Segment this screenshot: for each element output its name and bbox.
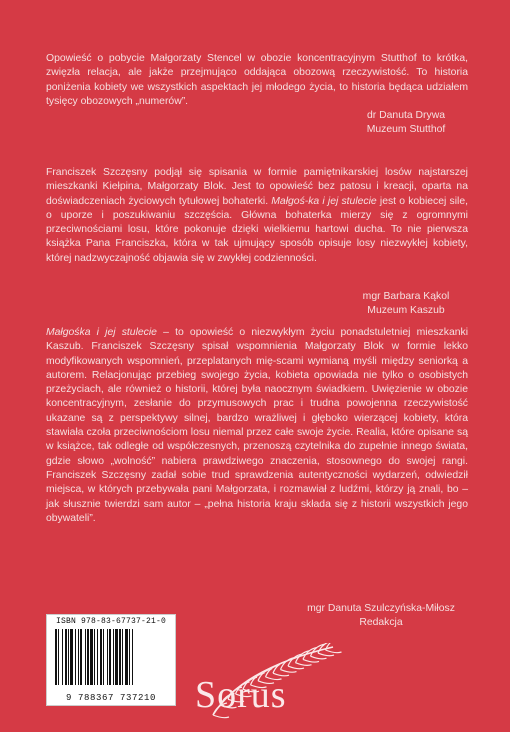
quote-2-text [46, 166, 468, 266]
quote-3-book-title: Małgośka i jej stulecie [46, 327, 157, 338]
quote-2-author: mgr Barbara Kąkol [362, 291, 450, 302]
quote-2-affiliation: Muzeum Kaszub [367, 305, 445, 317]
publisher-name: Sorus [195, 674, 287, 716]
quote-3-text [46, 326, 468, 526]
blurb-quote-1 [46, 52, 468, 109]
quote-1-text: Opowieść o pobycie Małgorzaty Stencel w obozie koncentracyjnym Stutthof to krótka, zwięzła relacja, ale jakże przejmująco oddająca obozową rzeczywistość. To historia poniżenia kobiety we wszystkich aspektach jej młodego życia, to historia będąca udziałem tysięcy obozowych „numerów”. [46, 53, 468, 107]
quote-1-signature [346, 109, 466, 138]
blurb-quote-2 [46, 166, 468, 266]
quote-1-author: dr Danuta Drywa [367, 110, 445, 121]
quote-1-affiliation: Muzeum Stutthof [366, 124, 446, 136]
quote-3-signature [296, 602, 466, 631]
quote-2-book-title: Małgoś-ka i jej stulecie [271, 195, 377, 207]
isbn-barcode-box [46, 614, 176, 706]
quote-3-body: – to opowieść o niezwykłym życiu ponadstuletniej mieszkanki Kaszub. Franciszek Szczęsny spisał wspomnienia Małgorzaty Blok w formie lekko modyfikowanych wspomnień, przeplatanych mię-scami wymianą myśli między seniorką a autorem. Relacjonując przebieg swojego życia, kobieta opowiada nie tylko o osobistych przeżyciach, ale również o historii, której była naocznym świadkiem. Uwięzienie w obozie koncentracyjnym, zesłanie do przymusowych prac i trudna powojenna rzeczywistość ukazane są z perspektywy silnej, bardzo wrażliwej i głęboko wierzącej kobiety, która stawiała czoła przeciwnościom losu niemal przez całe swoje życie. Realia, które opisane są w książce, tak odległe od współczesnych, przenoszą czytelnika do zupełnie innego świata, gdzie słowo „wolność” nabiera prawdziwego znaczenia, stosownego do swojej rangi. Franciszek Szczęsny zadał sobie trud sprawdzenia autentyczności wydarzeń, odwiedził miejsca, w których przebywała pani Małgorzata, i rozmawiał z ludźmi, którzy ją znali, bo – jak słusznie twierdzi sam autor – „pełna historia kraju składa się z historii wszystkich jego obywateli”. [46, 327, 469, 524]
quote-2-part-1: Franciszek Szczęsny podjął się spisania w formie pamiętnikarskiej losów najstarszej mieszkanki Kiełpina, Małgorzaty Blok. Jest to opowieść bez patosu i kreacji, oparta na doświadczeniach życiowych tytułowej bohaterki. [46, 167, 468, 207]
blurb-quote-3 [46, 326, 468, 526]
isbn-digits: 9 788367 737210 [65, 693, 156, 703]
quote-2-signature [346, 290, 466, 319]
isbn-label: ISBN 978-83-67737-21-0 [55, 617, 167, 626]
barcode-icon [55, 629, 167, 685]
quote-3-affiliation: Redakcja [359, 617, 403, 629]
publisher-logo [183, 643, 343, 723]
quote-2-part-2: jest o kobiecej sile, o uporze i poszukiwaniu szczęścia. Główna bohaterka mierzy się z ogromnymi przeciwnościami losu, które pokonuje dzięki wielkiemu hartowi ducha. To nie pierwsza książka Pana Franciszka, która w tak ujmujący sposób opisuje losy niezwykłej kobiety, której nadzwyczajność objawia się w zwykłej codzienności. [46, 195, 468, 264]
quote-3-author: mgr Danuta Szulczyńska-Miłosz [307, 603, 455, 614]
